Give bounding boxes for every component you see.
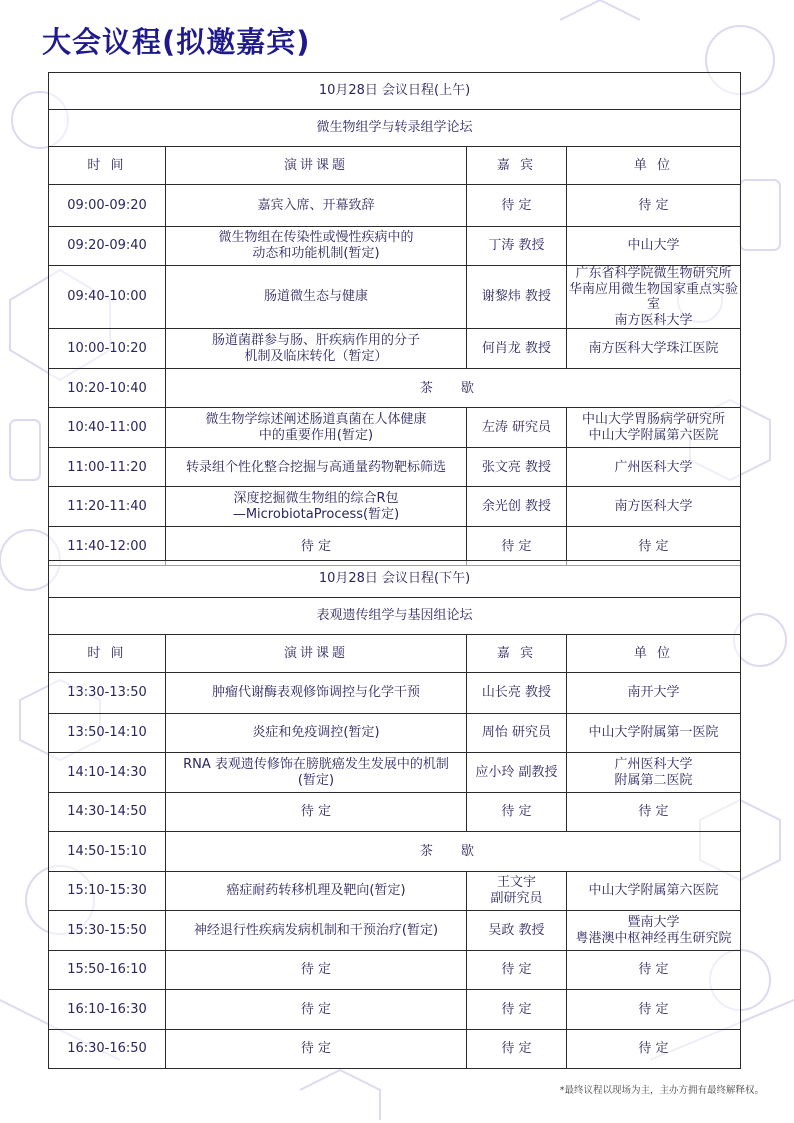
forum-row: [49, 110, 741, 147]
table-row: [49, 448, 741, 487]
morning-forum-title: 微生物组学与转录组学论坛: [49, 110, 741, 147]
time-cell: 16:30-16:50: [49, 1030, 166, 1069]
time-cell: 15:50-16:10: [49, 951, 166, 990]
unit-cell: 待 定: [567, 185, 741, 227]
break-row: [49, 369, 741, 408]
time-cell: 09:00-09:20: [49, 185, 166, 227]
speaker-cell: 周怡 研究员: [467, 714, 567, 753]
header-row: [49, 635, 741, 673]
time-cell: 14:10-14:30: [49, 753, 166, 793]
header-unit: 单 位: [567, 147, 741, 185]
table-row: [49, 673, 741, 714]
afternoon-date-title: 10月28日 会议日程(下午): [49, 561, 741, 598]
table-row: [49, 1030, 741, 1069]
table-row: [49, 266, 741, 329]
speaker-cell: 余光创 教授: [467, 487, 567, 527]
header-topic: 演讲课题: [166, 635, 467, 673]
speaker-cell: 待 定: [467, 185, 567, 227]
speaker-cell: 待 定: [467, 527, 567, 566]
speaker-cell: 山长亮 教授: [467, 673, 567, 714]
topic-cell: 转录组个性化整合挖掘与高通量药物靶标筛选: [166, 448, 467, 487]
table-row: [49, 753, 741, 793]
speaker-cell: 待 定: [467, 990, 567, 1030]
topic-cell: 嘉宾入席、开幕致辞: [166, 185, 467, 227]
header-time: 时 间: [49, 147, 166, 185]
table-row: [49, 911, 741, 951]
time-cell: 09:40-10:00: [49, 266, 166, 329]
header-unit: 单 位: [567, 635, 741, 673]
unit-cell: 待 定: [567, 990, 741, 1030]
unit-cell: 暨南大学 粤港澳中枢神经再生研究院: [567, 911, 741, 951]
unit-cell: 南方医科大学: [567, 487, 741, 527]
topic-cell: 肿瘤代谢酶表观修饰调控与化学干预: [166, 673, 467, 714]
unit-cell: 南方医科大学珠江医院: [567, 329, 741, 369]
time-cell: 10:40-11:00: [49, 408, 166, 448]
unit-cell: 待 定: [567, 527, 741, 566]
afternoon-agenda-table: [48, 560, 741, 1069]
time-cell: 14:30-14:50: [49, 793, 166, 832]
morning-agenda-table: [48, 72, 741, 566]
time-cell: 11:40-12:00: [49, 527, 166, 566]
header-topic: 演讲课题: [166, 147, 467, 185]
time-cell: 13:50-14:10: [49, 714, 166, 753]
time-cell: 10:00-10:20: [49, 329, 166, 369]
topic-cell: 炎症和免疫调控(暂定): [166, 714, 467, 753]
topic-cell: 深度挖掘微生物组的综合R包 —MicrobiotaProcess(暂定): [166, 487, 467, 527]
topic-cell: 待 定: [166, 1030, 467, 1069]
break-row: [49, 832, 741, 872]
unit-cell: 中山大学附属第一医院: [567, 714, 741, 753]
table-row: [49, 487, 741, 527]
unit-cell: 待 定: [567, 1030, 741, 1069]
time-cell: 09:20-09:40: [49, 227, 166, 266]
footnote: *最终议程以现场为主，主办方拥有最终解释权。: [559, 1085, 764, 1096]
unit-cell: 广州医科大学 附属第二医院: [567, 753, 741, 793]
topic-cell: 待 定: [166, 527, 467, 566]
speaker-cell: 待 定: [467, 1030, 567, 1069]
table-row: [49, 793, 741, 832]
date-row: [49, 561, 741, 598]
time-cell: 15:30-15:50: [49, 911, 166, 951]
topic-cell: 待 定: [166, 793, 467, 832]
unit-cell: 广东省科学院微生物研究所 华南应用微生物国家重点实验室 南方医科大学: [567, 266, 741, 329]
table-row: [49, 329, 741, 369]
unit-cell: 中山大学胃肠病学研究所 中山大学附属第六医院: [567, 408, 741, 448]
page-title: 大会议程(拟邀嘉宾): [42, 25, 311, 59]
speaker-cell: 张文亮 教授: [467, 448, 567, 487]
table-row: [49, 990, 741, 1030]
topic-cell: 肠道微生态与健康: [166, 266, 467, 329]
tea-break-label: 茶 歇: [166, 369, 741, 408]
time-cell: 15:10-15:30: [49, 872, 166, 911]
header-row: [49, 147, 741, 185]
topic-cell: 微生物学综述阐述肠道真菌在人体健康 中的重要作用(暂定): [166, 408, 467, 448]
morning-date-title: 10月28日 会议日程(上午): [49, 73, 741, 110]
unit-cell: 待 定: [567, 793, 741, 832]
topic-cell: 神经退行性疾病发病机制和干预治疗(暂定): [166, 911, 467, 951]
speaker-cell: 待 定: [467, 951, 567, 990]
topic-cell: 待 定: [166, 990, 467, 1030]
topic-cell: RNA 表观遗传修饰在膀胱癌发生发展中的机制 (暂定): [166, 753, 467, 793]
unit-cell: 南开大学: [567, 673, 741, 714]
unit-cell: 中山大学: [567, 227, 741, 266]
time-cell: 11:00-11:20: [49, 448, 166, 487]
speaker-cell: 王文宇 副研究员: [467, 872, 567, 911]
forum-row: [49, 598, 741, 635]
table-row: [49, 872, 741, 911]
table-row: [49, 185, 741, 227]
time-cell: 11:20-11:40: [49, 487, 166, 527]
speaker-cell: 待 定: [467, 793, 567, 832]
topic-cell: 待 定: [166, 951, 467, 990]
speaker-cell: 何肖龙 教授: [467, 329, 567, 369]
table-row: [49, 714, 741, 753]
speaker-cell: 谢黎炜 教授: [467, 266, 567, 329]
table-row: [49, 227, 741, 266]
topic-cell: 肠道菌群参与肠、肝疾病作用的分子 机制及临床转化（暂定）: [166, 329, 467, 369]
table-row: [49, 951, 741, 990]
table-row: [49, 408, 741, 448]
header-speaker: 嘉 宾: [467, 635, 567, 673]
time-cell: 13:30-13:50: [49, 673, 166, 714]
header-time: 时 间: [49, 635, 166, 673]
tea-break-label: 茶 歇: [166, 832, 741, 872]
speaker-cell: 丁涛 教授: [467, 227, 567, 266]
topic-cell: 癌症耐药转移机理及靶向(暂定): [166, 872, 467, 911]
unit-cell: 广州医科大学: [567, 448, 741, 487]
unit-cell: 待 定: [567, 951, 741, 990]
afternoon-forum-title: 表观遗传组学与基因组论坛: [49, 598, 741, 635]
unit-cell: 中山大学附属第六医院: [567, 872, 741, 911]
speaker-cell: 应小玲 副教授: [467, 753, 567, 793]
time-cell: 14:50-15:10: [49, 832, 166, 872]
speaker-cell: 左涛 研究员: [467, 408, 567, 448]
date-row: [49, 73, 741, 110]
header-speaker: 嘉 宾: [467, 147, 567, 185]
time-cell: 10:20-10:40: [49, 369, 166, 408]
speaker-cell: 吴政 教授: [467, 911, 567, 951]
topic-cell: 微生物组在传染性或慢性疾病中的 动态和功能机制(暂定): [166, 227, 467, 266]
time-cell: 16:10-16:30: [49, 990, 166, 1030]
